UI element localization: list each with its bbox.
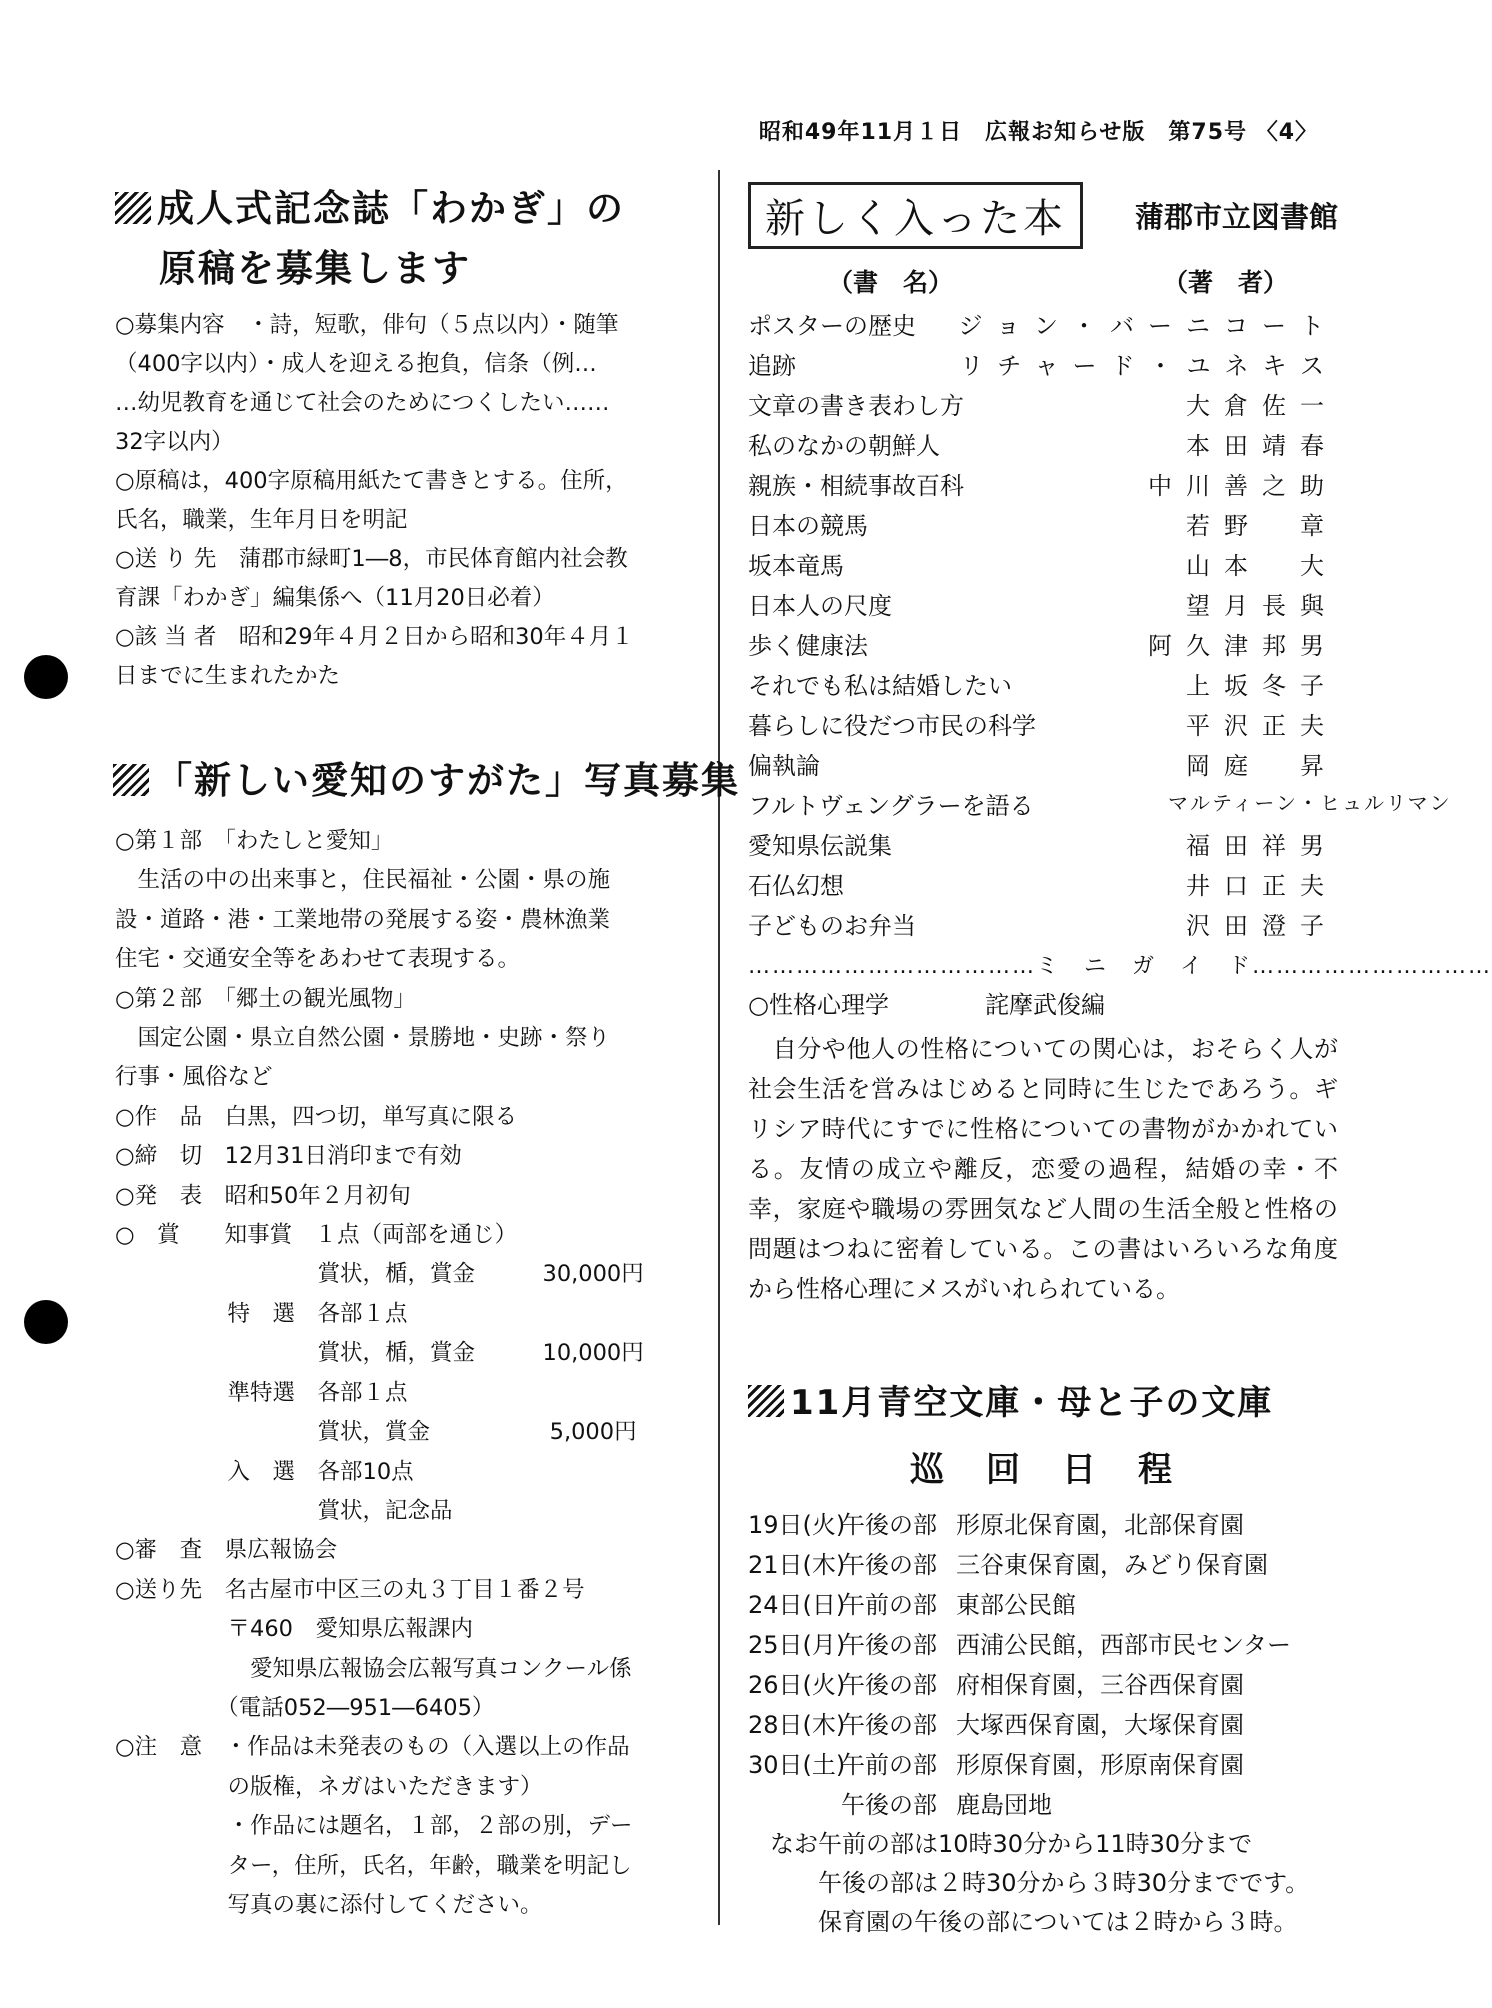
mini-guide-label: ………………………………ミ ニ ガ イ ド………………………… [748, 954, 1492, 979]
body-line: ○募集内容 ・詩，短歌，俳句（５点以内）・随筆 [115, 312, 619, 338]
book-title: 歩く健康法 [748, 631, 868, 660]
column-title: （書 名） [828, 268, 954, 297]
body-line: 賞状，楯，賞金 30,000円 [115, 1261, 644, 1288]
section-body [115, 822, 695, 1925]
schedule-date: 25日(月) [748, 1631, 846, 1659]
book-row [748, 463, 1338, 503]
schedule-part: 午後の部 [841, 1711, 937, 1739]
book-author: 中川善之助 [1148, 471, 1338, 500]
book-author: 井口正夫 [1186, 871, 1338, 900]
book-list [748, 303, 1452, 943]
book-author: 平沢正夫 [1186, 711, 1338, 740]
book-row [748, 503, 1338, 543]
body-line: 〒460 愛知県広報課内 [115, 1616, 473, 1643]
body-line: 日までに生まれたかた [115, 663, 341, 689]
book-row [748, 623, 1338, 663]
body-line: 育課「わかぎ」編集係へ（11月20日必着） [115, 585, 555, 611]
book-title: 偏執論 [748, 751, 820, 780]
body-line: 賞状，記念品 [115, 1497, 453, 1524]
punch-hole-mark [24, 1300, 68, 1344]
body-line: ○原稿は，400字原稿用紙たて書きとする。住所， [115, 468, 628, 494]
schedule-date: 28日(木) [748, 1711, 846, 1739]
schedule-part: 午前の部 [841, 1751, 937, 1779]
book-row [748, 863, 1338, 903]
note-line: 午後の部は２時30分から３時30分までです。 [770, 1869, 1310, 1897]
schedule-row [748, 1505, 1338, 1545]
body-line: の版権，ネガはいただきます） [115, 1773, 543, 1800]
body-line: 特 選 各部１点 [115, 1300, 408, 1327]
hatch-icon [748, 1385, 784, 1417]
schedule-row [748, 1625, 1338, 1665]
book-author: 沢田澄子 [1186, 911, 1338, 940]
body-line: 行事・風俗など [115, 1064, 273, 1091]
schedule-part: 午後の部 [841, 1671, 937, 1699]
body-line: （400字以内）・成人を迎える抱負，信条（例… [115, 351, 597, 377]
book-row [748, 703, 1338, 743]
books-column-headers [748, 263, 1338, 299]
schedule-place: 東部公民館 [956, 1591, 1076, 1619]
body-line: 32字以内） [115, 429, 234, 455]
hatch-icon [115, 192, 151, 224]
schedule-date: 19日(火) [748, 1511, 846, 1539]
schedule-row [748, 1705, 1338, 1745]
column-divider [718, 170, 720, 1925]
schedule-notes [748, 1825, 1338, 1942]
book-title: 日本人の尺度 [748, 591, 892, 620]
body-line: 写真の裏に添付してください。 [115, 1891, 543, 1918]
body-line: ○送 り 先 蒲郡市緑町1―8，市民体育館内社会教 [115, 546, 628, 572]
schedule-subtitle: 巡 回 日 程 [910, 1450, 1176, 1490]
section-photo-contest [115, 750, 740, 1925]
body-line: ○該 当 者 昭和29年４月２日から昭和30年４月１ [115, 624, 634, 650]
schedule-part: 午後の部 [841, 1631, 937, 1659]
schedule-part: 午後の部 [841, 1791, 937, 1819]
section-bunko [748, 1375, 1338, 1942]
book-row [748, 383, 1338, 423]
book-author: 福田祥男 [1186, 831, 1338, 860]
note-line: 保育園の午後の部については２時から３時。 [770, 1908, 1298, 1936]
book-author: 上坂冬子 [1186, 671, 1338, 700]
page-header: 昭和49年11月１日 広報お知らせ版 第75号 〈4〉 [758, 120, 1318, 145]
book-row [748, 823, 1338, 863]
book-title: 親族・相続事故百科 [748, 471, 964, 500]
column-author: （著 者） [1162, 268, 1288, 297]
book-title: ポスターの歴史 [748, 311, 916, 340]
book-title: 文章の書き表わし方 [748, 391, 964, 420]
book-title: 追跡 [748, 351, 796, 380]
body-line: ター，住所，氏名，年齢，職業を明記し [115, 1852, 632, 1879]
schedule-place: 府相保育園，三谷西保育園 [956, 1671, 1244, 1699]
body-line: ○発 表 昭和50年２月初旬 [115, 1182, 411, 1209]
book-author: 本田靖春 [1186, 431, 1338, 460]
book-title: 暮らしに役だつ市民の科学 [748, 711, 1036, 740]
mini-guide-text: 自分や他人の性格についての関心は，おそらく人が社会生活を営みはじめると同時に生じたであろう。ギリシア時代にすでに性格についての書物がかかれている。友情の成立や離反，恋愛の過程，結婚の幸・不幸，家庭や職場の雰囲気など人間の生活全般と性格の問題はつねに密着している。この書はいろいろな角度から性格心理にメスがいれられている。 [748, 1035, 1338, 1303]
hatch-icon [113, 764, 149, 796]
book-title: 坂本竜馬 [748, 551, 844, 580]
book-author: リチャード・ユネキス [959, 351, 1338, 380]
section-title-line2: 原稿を募集します [159, 247, 471, 290]
schedule-date [748, 1785, 841, 1825]
book-row [748, 903, 1338, 943]
book-author: 大倉佐一 [1186, 391, 1338, 420]
section-title: 成人式記念誌「わかぎ」の [115, 178, 695, 232]
book-title: 愛知県伝説集 [748, 831, 892, 860]
schedule-table [748, 1505, 1338, 1825]
schedule-row [748, 1585, 1338, 1625]
book-row [748, 783, 1452, 823]
book-title: 私のなかの朝鮮人 [748, 431, 940, 460]
schedule-place: 三谷東保育園，みどり保育園 [956, 1551, 1268, 1579]
schedule-place: 大塚西保育園，大塚保育園 [956, 1711, 1244, 1739]
body-line: ○作 品 白黒，四つ切，単写真に限る [115, 1103, 518, 1130]
mini-guide-title: ○性格心理学 詫摩武俊編 [748, 991, 1105, 1019]
body-line: 設・道路・港・工業地帯の発展する姿・農林漁業 [115, 906, 611, 933]
body-line: ○第２部 「郷土の観光風物」 [115, 985, 416, 1012]
book-author: ジョン・バーニコート [958, 311, 1338, 340]
schedule-date: 24日(日) [748, 1591, 846, 1619]
book-title: フルトヴェングラーを語る [748, 791, 1034, 820]
schedule-row [748, 1545, 1338, 1585]
body-line: ○ 賞 知事賞 １点（両部を通じ） [115, 1222, 518, 1249]
schedule-place: 鹿島団地 [956, 1791, 1052, 1819]
body-line: 準特選 各部１点 [115, 1379, 408, 1406]
book-title: それでも私は結婚したい [748, 671, 1012, 700]
schedule-part: 午後の部 [841, 1511, 937, 1539]
body-line: 住宅・交通安全等をあわせて表現する。 [115, 946, 521, 973]
body-line: ・作品には題名，１部，２部の別，デー [115, 1813, 633, 1840]
punch-hole-mark [24, 655, 68, 699]
body-line: 国定公園・県立自然公園・景勝地・史跡・祭り [115, 1025, 611, 1052]
schedule-row [748, 1665, 1338, 1705]
section-title: 「新しい愛知のすがた」写真募集 [113, 750, 695, 804]
body-line: 生活の中の出来事と，住民福祉・公園・県の施 [115, 867, 611, 894]
book-title: 日本の競馬 [748, 511, 868, 540]
section-wakagi [115, 178, 695, 696]
book-title: 子どものお弁当 [748, 911, 916, 940]
schedule-place: 西浦公民館，西部市民センター [956, 1631, 1292, 1659]
body-line: 賞状，賞金 5,000円 [115, 1419, 637, 1446]
schedule-place: 形原保育園，形原南保育園 [956, 1751, 1244, 1779]
book-row [748, 663, 1338, 703]
body-line: 入 選 各部10点 [115, 1458, 414, 1485]
schedule-date: 30日(土) [748, 1751, 846, 1779]
book-author: 山本 大 [1186, 551, 1338, 580]
book-row [748, 303, 1338, 343]
body-line: 氏名，職業，生年月日を明記 [115, 507, 408, 533]
schedule-row [748, 1785, 1338, 1825]
book-author: 望月長與 [1186, 591, 1338, 620]
book-title: 石仏幻想 [748, 871, 844, 900]
book-row [748, 543, 1338, 583]
section-title: 11月青空文庫・母と子の文庫 [748, 1375, 1338, 1424]
body-line: ○送り先 名古屋市中区三の丸３丁目１番２号 [115, 1576, 585, 1603]
section-body [115, 306, 695, 696]
body-line: （電話052―951―6405） [115, 1694, 495, 1721]
book-row [748, 583, 1338, 623]
note-line: なお午前の部は10時30分から11時30分まで [770, 1830, 1253, 1858]
book-row [748, 743, 1338, 783]
schedule-part: 午前の部 [841, 1591, 937, 1619]
book-row [748, 423, 1338, 463]
body-line: 愛知県広報協会広報写真コンクール係 [115, 1655, 632, 1682]
section-new-books [748, 182, 1492, 1309]
schedule-date: 21日(木) [748, 1551, 846, 1579]
book-author: マルティーン・ヒュルリマン [1168, 791, 1452, 815]
body-line: ○第１部 「わたしと愛知」 [115, 828, 394, 854]
schedule-date: 26日(火) [748, 1671, 846, 1699]
library-name: 蒲郡市立図書館 [1134, 200, 1338, 234]
body-line: ○注 意 ・作品は未発表のもの（入選以上の作品 [115, 1734, 630, 1761]
body-line: …幼児教育を通じて社会のためにつくしたい…… [115, 390, 610, 416]
book-author: 若野 章 [1186, 511, 1338, 540]
book-author: 岡庭 昇 [1186, 751, 1338, 780]
body-line: ○締 切 12月31日消印まで有効 [115, 1143, 462, 1170]
body-line: ○審 査 県広報協会 [115, 1537, 338, 1564]
schedule-row [748, 1745, 1338, 1785]
schedule-part: 午後の部 [841, 1551, 937, 1579]
book-author: 阿久津邦男 [1148, 631, 1338, 660]
schedule-place: 形原北保育園，北部保育園 [956, 1511, 1244, 1539]
book-row [748, 343, 1338, 383]
body-line: 賞状，楯，賞金 10,000円 [115, 1340, 644, 1367]
books-heading: 新しく入った本 [748, 182, 1083, 249]
